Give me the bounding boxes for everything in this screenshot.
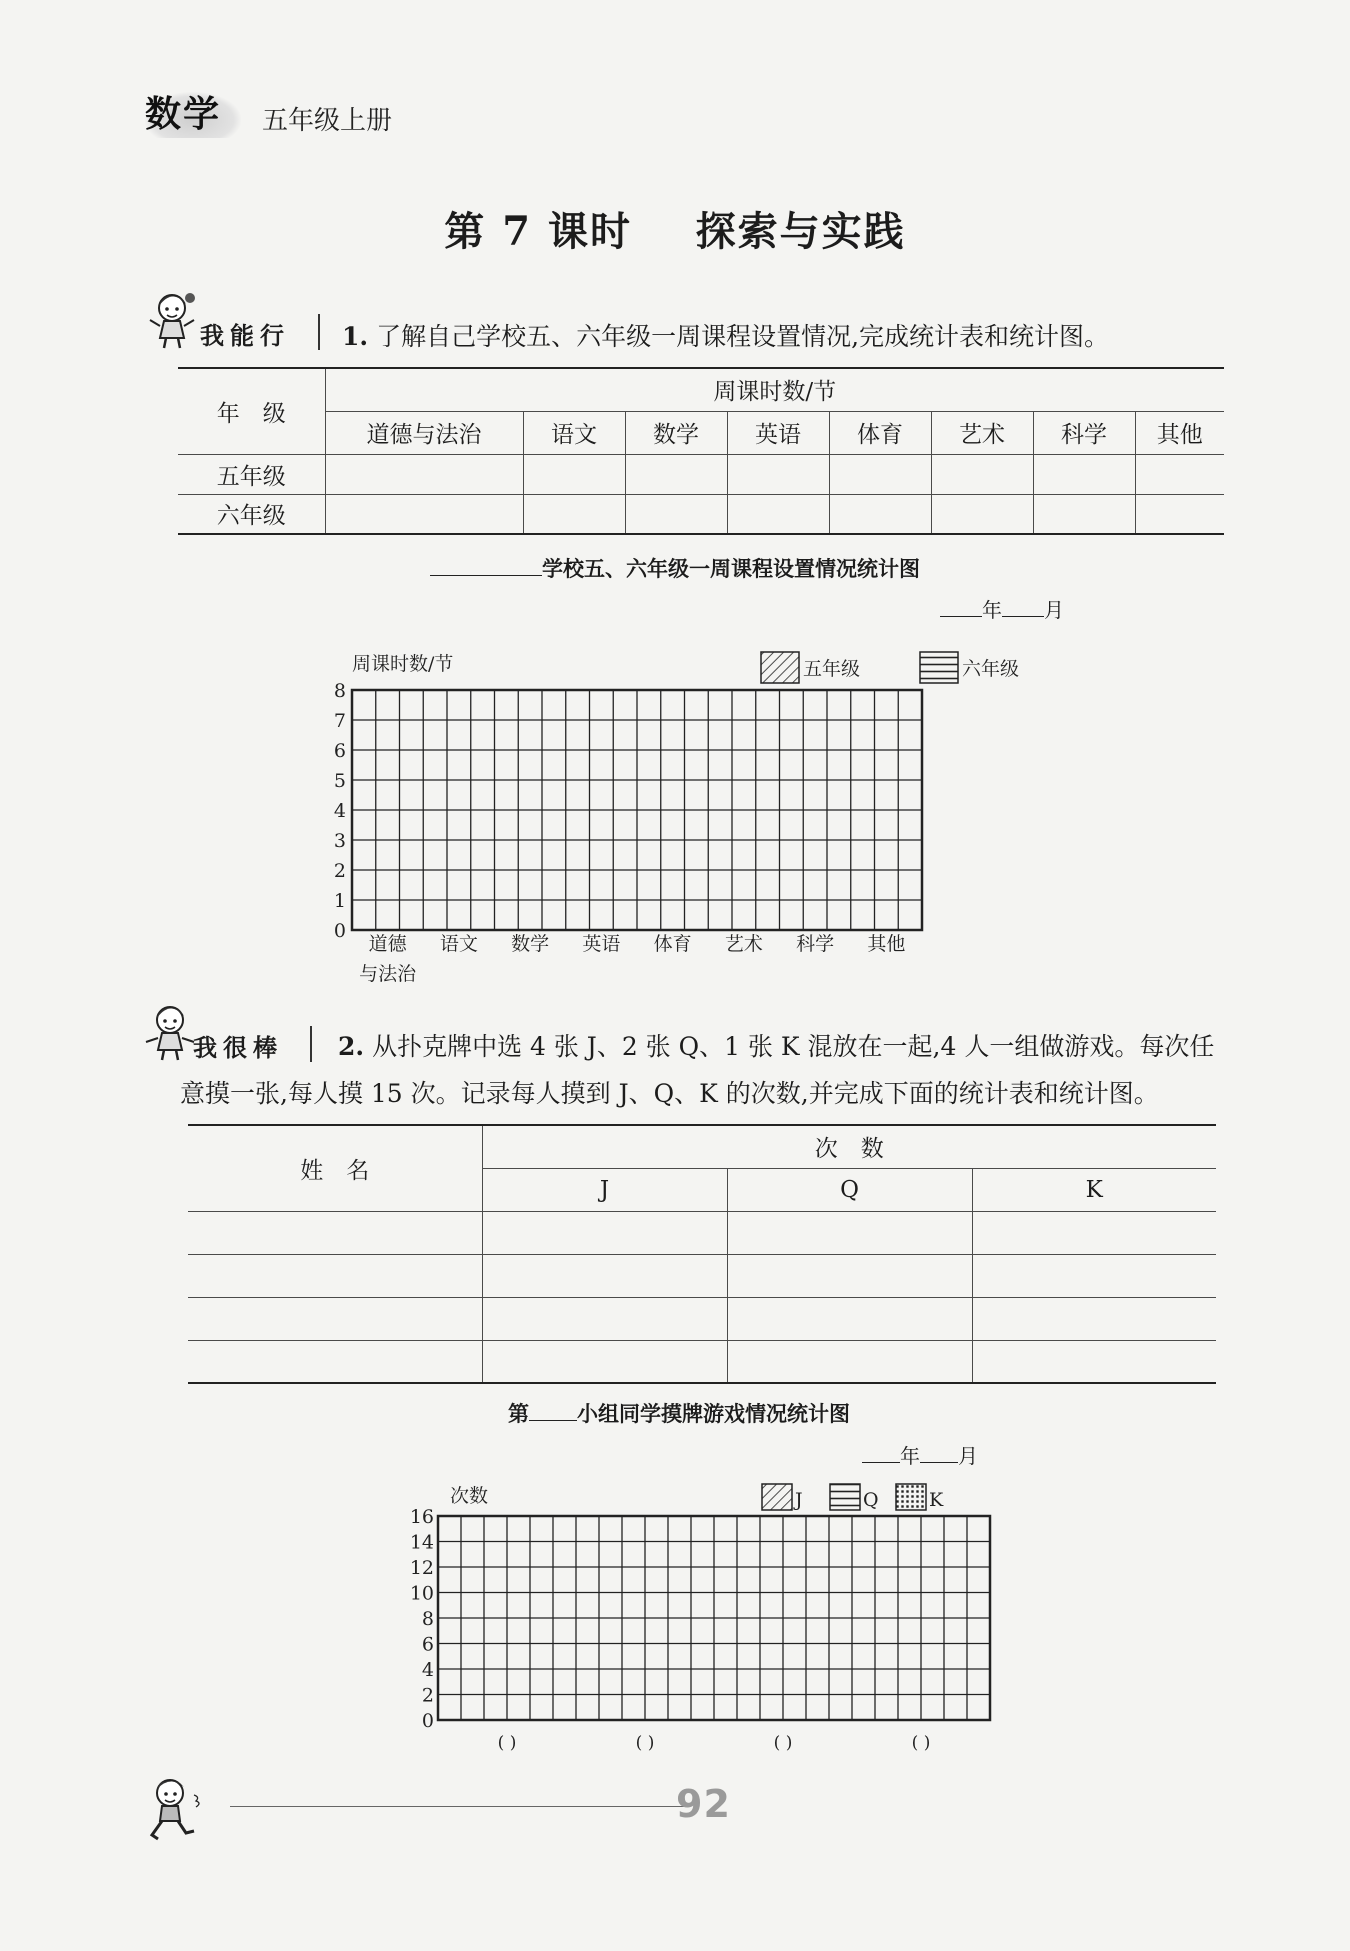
entry-cell[interactable] (727, 1340, 972, 1383)
chart2-y-tick-label: 8 (421, 1608, 434, 1630)
chart1-x-tick-label: 语文 (439, 933, 478, 955)
legend-label-j: J (795, 1489, 803, 1511)
section2-badge: 我很棒 (193, 1034, 283, 1062)
entry-cell[interactable] (727, 1211, 972, 1254)
chart1-x-tick-label: 其他 (867, 933, 906, 955)
year-blank[interactable] (862, 1462, 900, 1463)
course-hours-table (178, 367, 1224, 535)
entry-cell[interactable] (931, 494, 1033, 534)
entry-cell[interactable] (931, 454, 1033, 494)
legend-swatch-k (896, 1484, 926, 1510)
name-header-cell: 姓 名 (188, 1125, 482, 1211)
running-boy-mascot-icon (146, 1775, 206, 1845)
page-number: 92 (676, 1782, 731, 1826)
entry-cell[interactable] (523, 454, 625, 494)
chart2-y-tick-label: 2 (421, 1684, 434, 1707)
entry-cell[interactable] (482, 1211, 727, 1254)
subject-header-cell: 艺术 (931, 411, 1033, 454)
chart1-y-tick-label: 8 (333, 680, 346, 702)
chart1-y-tick-label: 6 (333, 740, 346, 762)
legend-swatch-grade6 (920, 652, 958, 683)
question-1-text (342, 313, 1109, 360)
grade-book-label: 五年级上册 (262, 106, 393, 136)
entry-cell[interactable] (972, 1297, 1216, 1340)
subject-header-cell: 科学 (1033, 411, 1135, 454)
question-2-text-line2: 意摸一张,每人摸 15 次。记录每人摸到 J、Q、K 的次数,并完成下面的统计表和统计图。 (180, 1079, 1159, 1108)
entry-cell[interactable] (1033, 494, 1135, 534)
entry-cell[interactable] (727, 1254, 972, 1297)
chart1-x-tick-label: 科学 (796, 933, 835, 955)
entry-cell[interactable] (829, 454, 931, 494)
chart1-y-tick-label: 7 (333, 710, 346, 732)
entry-cell[interactable] (972, 1340, 1216, 1383)
name-entry-cell[interactable] (188, 1254, 482, 1297)
entry-cell[interactable] (325, 494, 523, 534)
name-entry-cell[interactable] (188, 1340, 482, 1383)
legend-label-grade5: 五年级 (803, 658, 861, 680)
entry-cell[interactable] (727, 494, 829, 534)
chart1-svg (320, 640, 1080, 990)
legend-label-grade6: 六年级 (962, 658, 1020, 680)
entry-cell[interactable] (482, 1340, 727, 1383)
entry-cell[interactable] (325, 454, 523, 494)
count-header-cell: 次 数 (482, 1125, 1216, 1168)
entry-cell[interactable] (727, 454, 829, 494)
chart1-x-tick-label: 体育 (653, 933, 692, 955)
entry-cell[interactable] (1135, 454, 1224, 494)
chart2-x-blank-label[interactable]: ( ) (773, 1733, 793, 1753)
chart1-y-tick-label: 2 (333, 860, 346, 882)
badge-divider (310, 1026, 312, 1062)
col-header-k: K (972, 1168, 1216, 1211)
chart1-title-blank[interactable] (430, 575, 542, 576)
group-number-blank[interactable] (529, 1420, 577, 1421)
row-label-grade6: 六年级 (178, 494, 325, 534)
chart2-y-tick-label: 4 (421, 1659, 434, 1681)
chart2-x-blank-label[interactable]: ( ) (911, 1733, 931, 1753)
chart1-x-label-sub: 与法治 (359, 963, 417, 985)
girl-mascot-icon (146, 290, 200, 350)
chart1-y-tick-label: 4 (333, 800, 346, 822)
entry-cell[interactable] (1033, 454, 1135, 494)
chart2-y-tick-label: 16 (409, 1506, 434, 1528)
grade-header-cell: 年 级 (178, 368, 325, 454)
footer-rule (230, 1806, 690, 1807)
chart1-date: 年 月 (940, 594, 1064, 623)
entry-cell[interactable] (625, 454, 727, 494)
subject-header-cell: 道德与法治 (325, 411, 523, 454)
chart1-x-tick-label: 艺术 (724, 933, 763, 955)
legend-swatch-q (830, 1484, 860, 1510)
chart1-y-tick-label: 0 (333, 920, 346, 942)
chart2-title: 第 小组同学摸牌游戏情况统计图 (508, 1402, 850, 1426)
entry-cell[interactable] (523, 494, 625, 534)
chart2-y-tick-label: 14 (409, 1531, 434, 1554)
question-1-number: 1. (342, 322, 369, 351)
chart2-x-blank-label[interactable]: ( ) (497, 1733, 517, 1753)
chart1-y-axis-label: 周课时数/节 (352, 653, 454, 675)
row-label-grade5: 五年级 (178, 454, 325, 494)
subject-header-cell: 数学 (625, 411, 727, 454)
chart2-x-blank-label[interactable]: ( ) (635, 1733, 655, 1753)
question-2-body-line1: 从扑克牌中选 4 张 J、2 张 Q、1 张 K 混放在一起,4 人一组做游戏。每次任 (372, 1032, 1215, 1061)
col-header-j: J (482, 1168, 727, 1211)
legend-label-q: Q (863, 1489, 879, 1511)
entry-cell[interactable] (727, 1297, 972, 1340)
chart1-x-tick-label: 道德 (368, 933, 407, 955)
entry-cell[interactable] (1135, 494, 1224, 534)
card-tally-table (188, 1124, 1216, 1384)
question-2-text-line1 (338, 1023, 1214, 1070)
chart2-svg (400, 1474, 1020, 1764)
chart2-date: 年 月 (862, 1440, 978, 1469)
question-1-body: 了解自己学校五、六年级一周课程设置情况,完成统计表和统计图。 (376, 322, 1110, 351)
chart2-y-tick-label: 0 (421, 1710, 434, 1732)
subject-header-cell: 体育 (829, 411, 931, 454)
name-entry-cell[interactable] (188, 1297, 482, 1340)
subject-header-cell: 其他 (1135, 411, 1224, 454)
subject-header-cell: 英语 (727, 411, 829, 454)
col-header-q: Q (727, 1168, 972, 1211)
chart2-y-tick-label: 12 (409, 1557, 434, 1579)
page-title: 第 7 课时 探索与实践 (444, 208, 906, 255)
entry-cell[interactable] (972, 1211, 1216, 1254)
subject-badge: 数学 (145, 92, 241, 138)
chart2-y-axis-label: 次数 (450, 1485, 489, 1507)
chart1-y-tick-label: 3 (333, 830, 346, 852)
legend-swatch-grade5 (761, 652, 799, 683)
chart2-y-tick-label: 10 (409, 1582, 434, 1605)
legend-swatch-j (762, 1484, 792, 1510)
entry-cell[interactable] (972, 1254, 1216, 1297)
section1-badge: 我能行 (200, 322, 290, 350)
entry-cell[interactable] (625, 494, 727, 534)
badge-divider (318, 314, 320, 350)
chart1-title: 学校五、六年级一周课程设置情况统计图 (430, 553, 920, 583)
month-blank[interactable] (1002, 616, 1044, 617)
entry-cell[interactable] (482, 1297, 727, 1340)
chart1-y-tick-label: 5 (333, 770, 346, 792)
chart1-x-tick-label: 英语 (582, 933, 621, 955)
subject-header-cell: 语文 (523, 411, 625, 454)
entry-cell[interactable] (829, 494, 931, 534)
chart2-y-tick-label: 6 (421, 1633, 434, 1656)
chart1-y-tick-label: 1 (333, 890, 346, 912)
weekly-hours-header-cell: 周课时数/节 (325, 368, 1224, 411)
chart1-x-tick-label: 数学 (511, 933, 550, 955)
legend-label-k: K (929, 1489, 944, 1511)
girl-mascot-icon (144, 1002, 198, 1062)
month-blank[interactable] (920, 1462, 958, 1463)
year-blank[interactable] (940, 616, 982, 617)
entry-cell[interactable] (482, 1254, 727, 1297)
name-entry-cell[interactable] (188, 1211, 482, 1254)
question-2-number: 2. (338, 1032, 365, 1061)
